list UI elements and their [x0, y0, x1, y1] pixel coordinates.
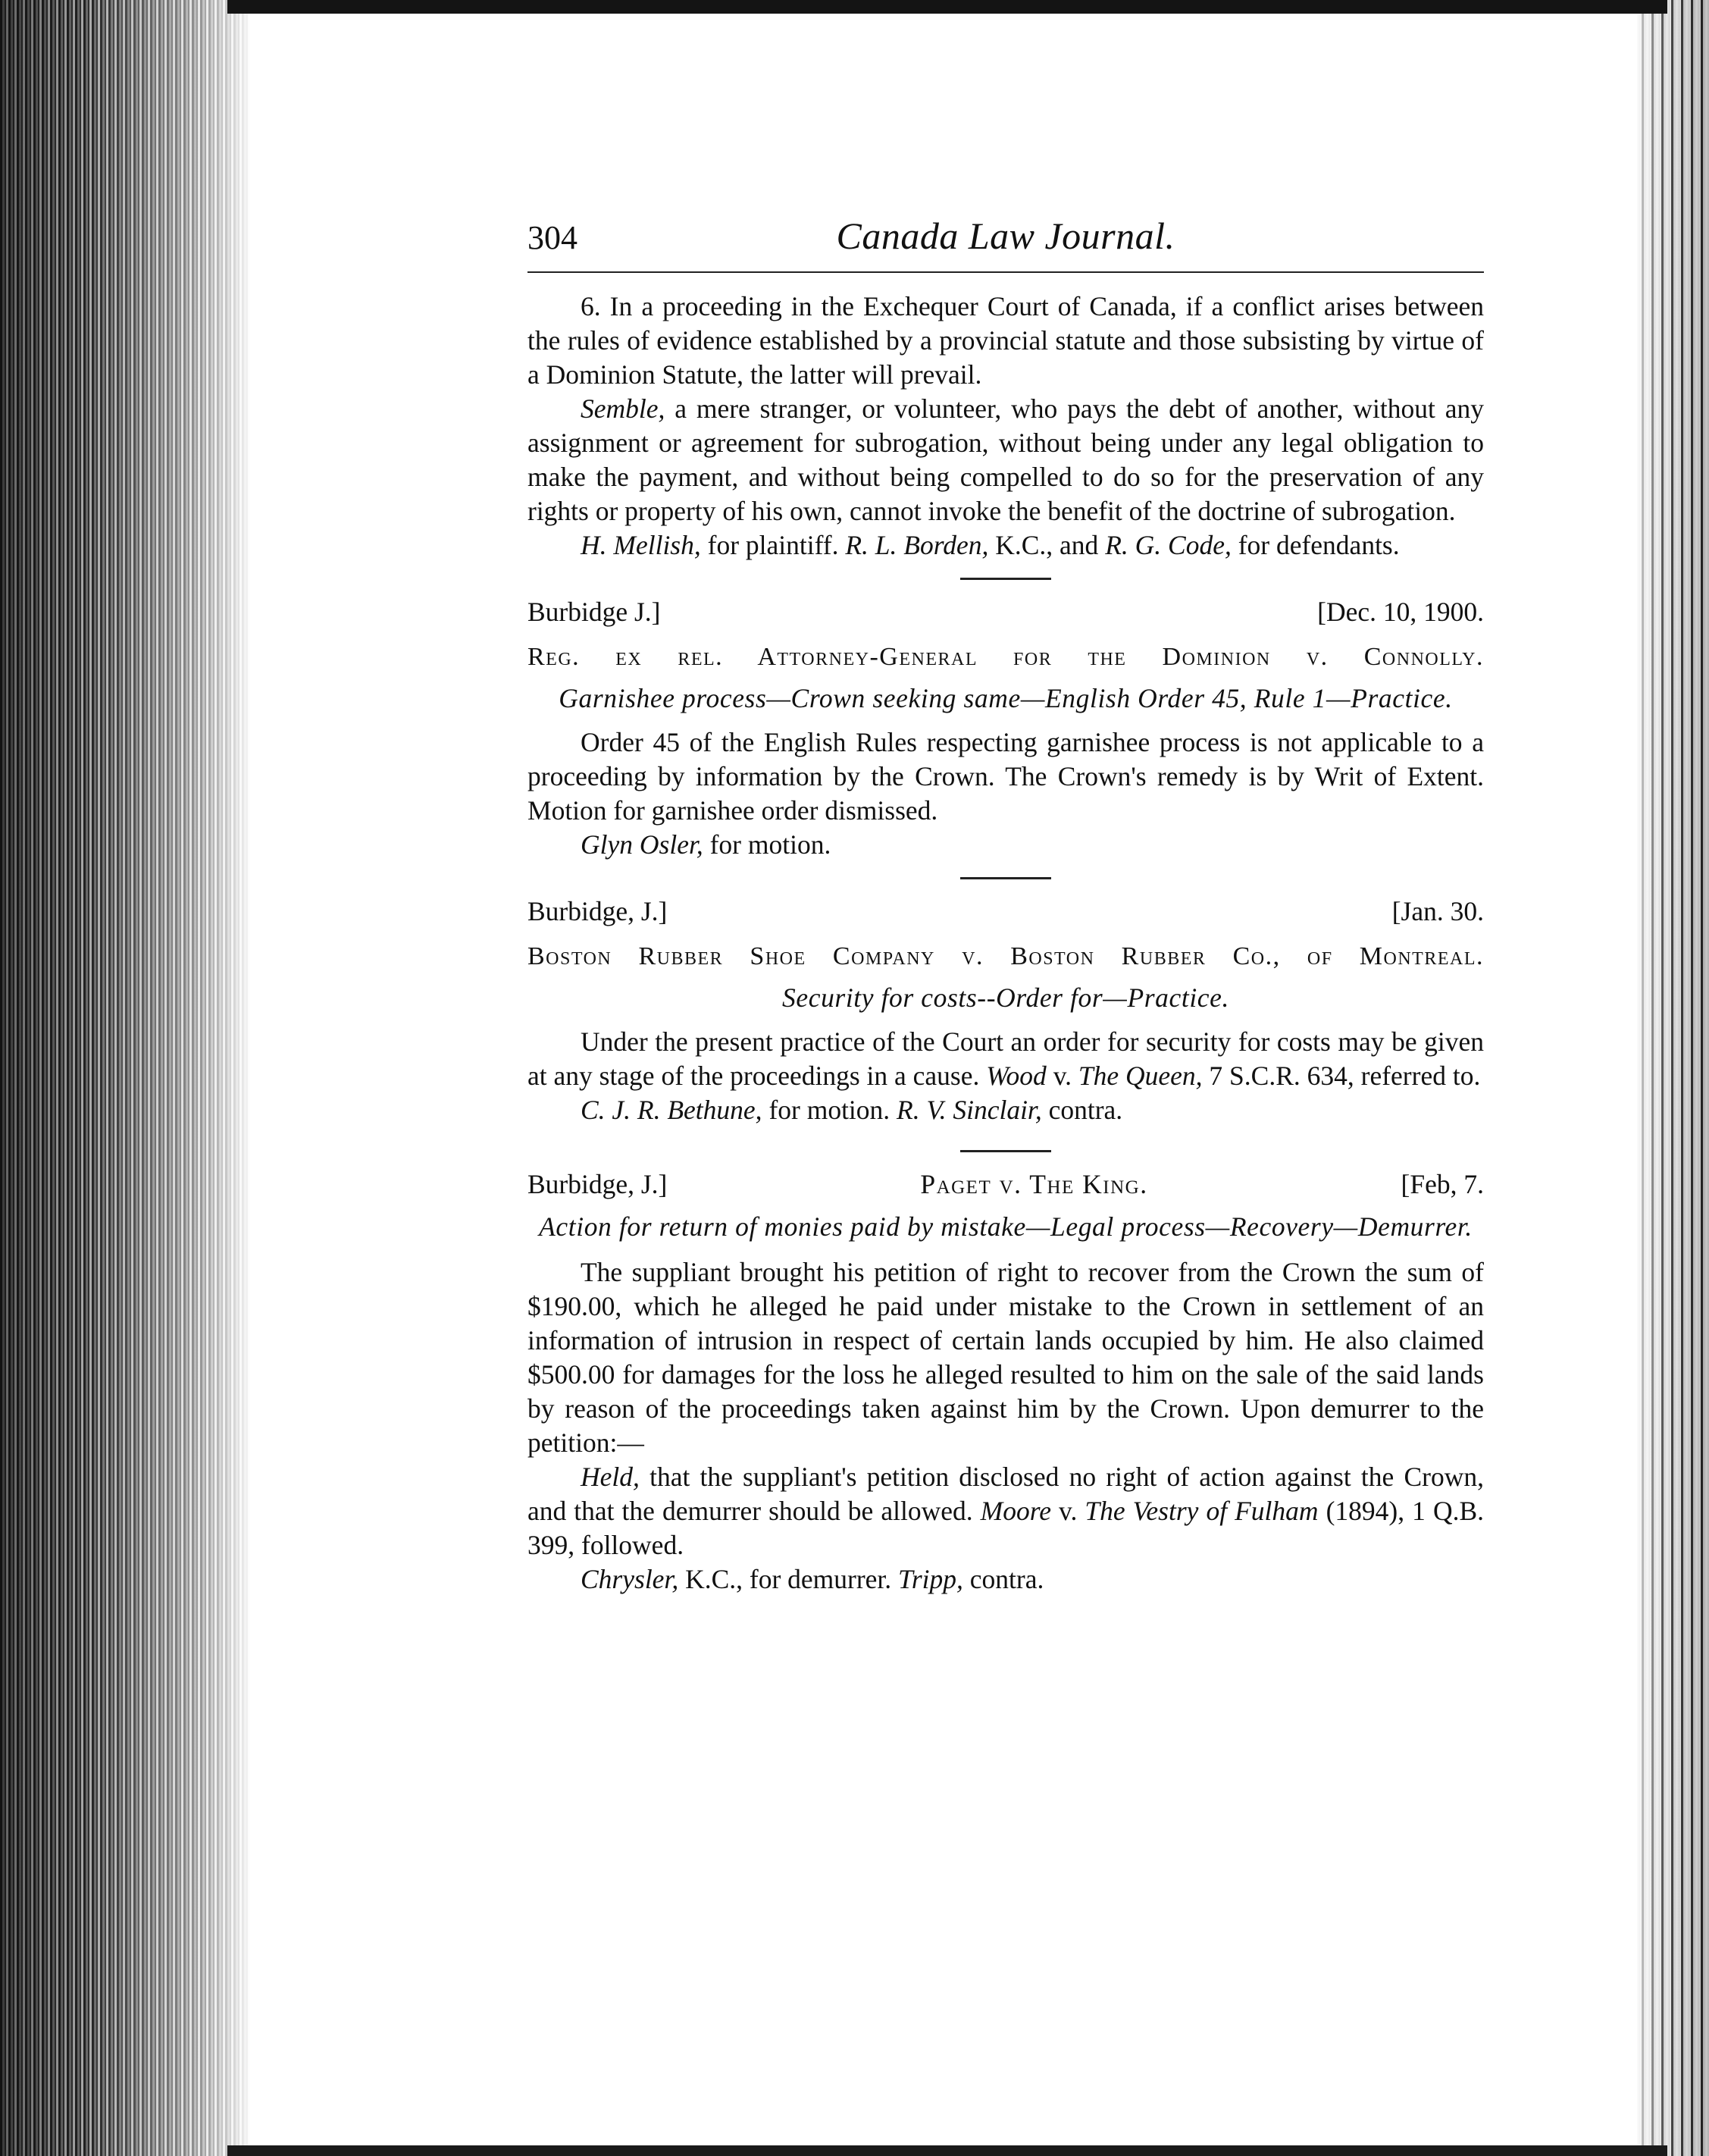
case-header — [527, 594, 1484, 630]
semble-label: Semble, — [581, 393, 665, 424]
case-title: Reg. ex rel. Attorney-General for the Dominion v. Connolly. — [527, 643, 1484, 671]
counsel-name: C. J. R. Bethune, — [581, 1095, 762, 1125]
bottom-scan-border — [227, 2145, 1667, 2156]
counsel-line — [527, 1093, 1484, 1127]
judge: Burbidge, J.] — [527, 896, 668, 926]
headnote: Security for costs--Order for—Practice. — [782, 982, 1229, 1013]
cited-case-party: Wood — [986, 1061, 1047, 1091]
counsel-role: contra. — [962, 1564, 1044, 1594]
counsel-name: R. V. Sinclair, — [897, 1095, 1042, 1125]
counsel-role: K.C., for demurrer. — [678, 1564, 899, 1594]
case-body — [527, 1025, 1484, 1093]
counsel-name: Tripp, — [898, 1564, 963, 1594]
judge: Burbidge, J.] — [527, 1169, 668, 1199]
book-binding-edge — [0, 0, 250, 2156]
versus: v. — [1046, 1061, 1078, 1091]
counsel-role: for motion. — [762, 1095, 897, 1125]
case-separator — [960, 877, 1051, 879]
decision-date: [Jan. 30. — [1391, 896, 1484, 926]
case-separator — [960, 578, 1051, 580]
case-header — [527, 1166, 1484, 1202]
case-separator — [960, 1150, 1051, 1152]
counsel-line — [527, 528, 1484, 563]
headnote: Action for return of monies paid by mistake—Legal process—Recovery—Demurrer. — [539, 1211, 1473, 1242]
citation: (1894), 1 Q.B. 399, followed. — [527, 1496, 1485, 1560]
cited-case-party: Moore — [980, 1496, 1051, 1526]
case-body: Order 45 of the English Rules respecting garnishee process is not applicable to a proceeding by information by the Crown. The Crown's remedy is by Writ of Extent. Motion for garnishee order dismissed. — [527, 727, 1484, 826]
body-text: Under the present practice of the Court an order for security for costs may be given at any stage of the proceedings in a cause. — [527, 1026, 1484, 1091]
case-header — [527, 893, 1484, 929]
cited-case-party: The Queen, — [1078, 1061, 1203, 1091]
held-label: Held, — [581, 1462, 640, 1492]
counsel-role: for plaintiff. — [700, 530, 846, 560]
page-number: 304 — [527, 219, 577, 256]
held-paragraph — [527, 1460, 1484, 1562]
journal-title: Canada Law Journal. — [836, 215, 1175, 257]
citation: 7 S.C.R. 634, referred to. — [1202, 1061, 1481, 1091]
counsel-name: Chrysler, — [581, 1564, 679, 1594]
counsel-role: K.C., and — [988, 530, 1106, 560]
counsel-role: contra. — [1041, 1095, 1123, 1125]
paragraph-6: 6. In a proceeding in the Exchequer Court of Canada, if a conflict arises between the rules of evidence established by a provincial statute and those subsisting by virtue of a Dominion Statute, the latter will prevail. — [527, 291, 1484, 390]
decision-date: [Dec. 10, 1900. — [1317, 597, 1484, 627]
right-page-edge — [1637, 0, 1709, 2156]
headnote: Garnishee process—Crown seeking same—English Order 45, Rule 1—Practice. — [559, 683, 1453, 713]
cited-case-party: The Vestry of Fulham — [1085, 1496, 1319, 1526]
page-text-column — [527, 212, 1484, 1597]
counsel-role: for motion. — [703, 829, 831, 860]
decision-date: [Feb, 7. — [1401, 1169, 1484, 1199]
counsel-name: Glyn Osler, — [581, 829, 703, 860]
case-title: Boston Rubber Shoe Company v. Boston Rubber Co., of Montreal. — [527, 942, 1484, 970]
held-text: that the suppliant's petition disclosed no right of action against the Crown, and that the demurrer should be allowed. — [527, 1462, 1484, 1526]
versus: v. — [1050, 1496, 1085, 1526]
top-scan-border — [227, 0, 1667, 14]
judge: Burbidge J.] — [527, 597, 661, 627]
counsel-line — [527, 828, 1484, 862]
counsel-line — [527, 1562, 1484, 1597]
counsel-role: for defendants. — [1231, 530, 1400, 560]
counsel-name: R. L. Borden, — [845, 530, 989, 560]
semble-text: a mere stranger, or volunteer, who pays the debt of another, without any assignment or agreement for subrogation, without being under any legal obligation to make the payment, and without being compelled to do so for the preservation of any rights or property of his own, cannot invoke the benefit of the doctrine of subrogation. — [527, 393, 1484, 526]
case-title: Paget v. The King. — [920, 1169, 1148, 1199]
case-body: The suppliant brought his petition of right to recover from the Crown the sum of $190.00, which he alleged he paid under mistake to the Crown in settlement of an information of intrusion in respect of certain lands occupied by him. He also claimed $500.00 for damages for the loss he alleged resulted to him on the sale of the said lands by reason of the proceedings taken against him by the Crown. Upon demurrer to the petition:— — [527, 1257, 1484, 1458]
counsel-name: R. G. Code, — [1105, 530, 1232, 560]
header-rule — [527, 271, 1484, 273]
running-head — [527, 212, 1484, 265]
counsel-name: H. Mellish, — [581, 530, 701, 560]
semble-paragraph — [527, 392, 1484, 528]
